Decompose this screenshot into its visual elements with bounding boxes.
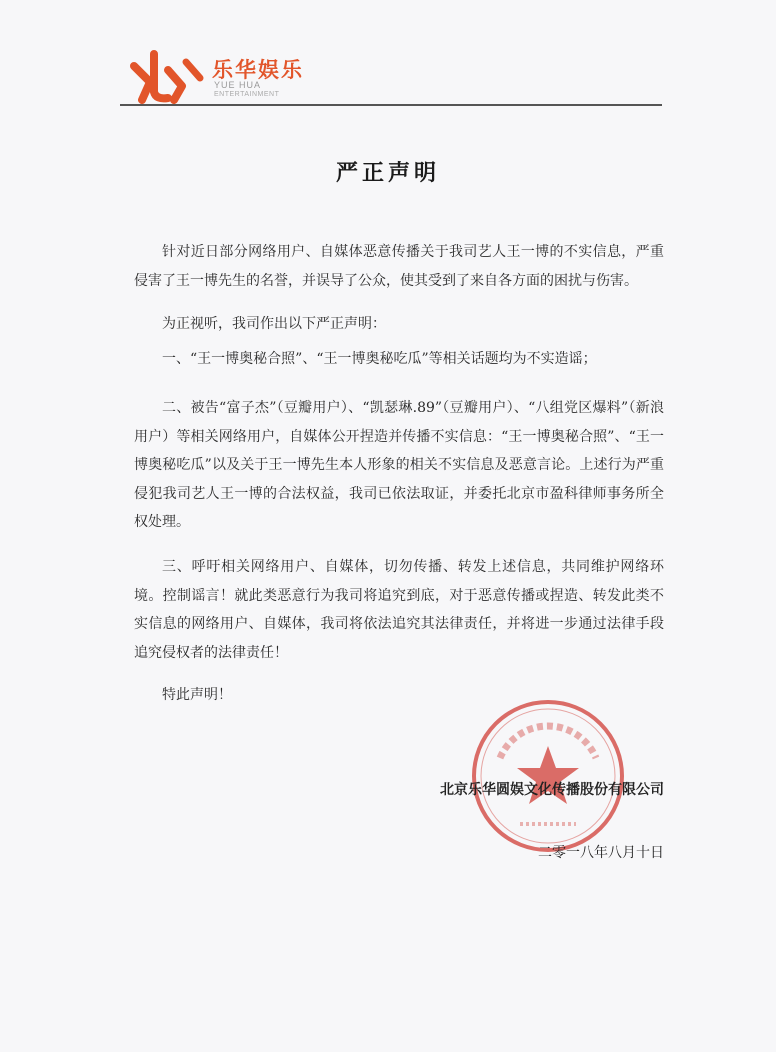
paragraph-point-1: 一、“王一博奥秘合照”、“王一博奥秘吃瓜”等相关话题均为不实造谣； xyxy=(162,351,597,367)
paragraph-declaration: 为正视听，我司作出以下严正声明： xyxy=(162,316,386,332)
paragraph-intro: 针对近日部分网络用户、自媒体恶意传播关于我司艺人王一博的不实信息，严重侵害了王一博先生的名誉，并误导了公众，使其受到了来自各方面的困扰与伤害。 xyxy=(134,244,664,289)
company-logo xyxy=(128,48,328,104)
paragraph-point-3: 三、呼吁相关网络用户、自媒体，切勿传播、转发上述信息，共同维护网络环境。控制谣言！就此类恶意行为我司将追究到底，对于恶意传播或捏造、转发此类不实信息的网络用户、自媒体，我司将依法追究其法律责任，并将进一步通过法律手段追究侵权者的法律责任！ xyxy=(134,559,664,661)
logo-english-name: YUE HUA xyxy=(214,80,262,90)
paragraph-point-2: 二、被告“富子杰”（豆瓣用户）、“凯瑟琳.89”（豆瓣用户）、“八组党区爆料”（新浪用户）等相关网络用户，自媒体公开捏造并传播不实信息：“王一博奥秘合照”、“王一博奥秘吃瓜”以及关于王一博先生本人形象的相关不实信息及恶意言论。上述行为严重侵犯我司艺人王一博的合法权益，我司已依法取证，并委托北京市盈科律师事务所全权处理。 xyxy=(134,400,664,530)
logo-english-subtitle: ENTERTAINMENT xyxy=(214,91,280,98)
header-divider xyxy=(120,104,662,106)
company-signature: 北京乐华圆娱文化传播股份有限公司 xyxy=(440,782,664,798)
yuehua-logo-icon xyxy=(128,48,206,104)
paragraph-closing: 特此声明！ xyxy=(162,687,232,703)
statement-date: 二零一八年八月十日 xyxy=(538,845,664,861)
logo-chinese-name: 乐华娱乐 xyxy=(212,58,304,82)
statement-title: 严正声明 xyxy=(335,161,440,186)
company-seal-stamp xyxy=(468,696,628,856)
